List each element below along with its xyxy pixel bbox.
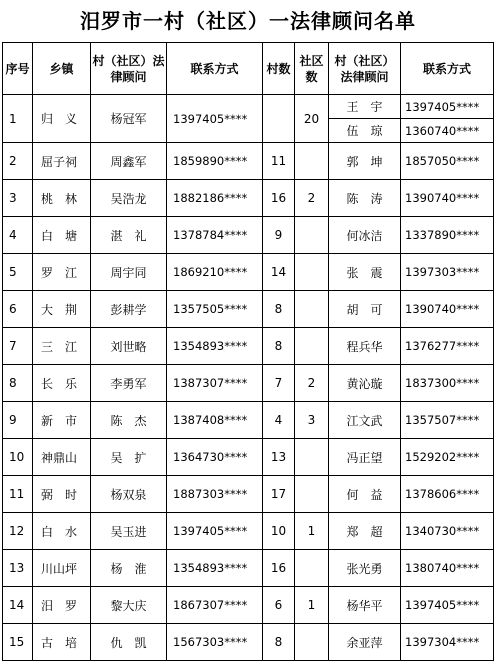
cell-town: 白 水 — [33, 513, 91, 550]
cell-villages: 9 — [263, 217, 295, 254]
cell-seq: 6 — [3, 291, 33, 328]
cell-communities: 2 — [295, 365, 329, 402]
cell-seq: 8 — [3, 365, 33, 402]
cell-phone: 1354893**** — [167, 550, 263, 587]
cell-lawyer: 仇 凯 — [91, 624, 167, 661]
table-row — [3, 439, 494, 476]
cell-villages: 6 — [263, 587, 295, 624]
cell-communities: 1 — [295, 587, 329, 624]
cell-communities — [295, 291, 329, 328]
cell-villages: 7 — [263, 365, 295, 402]
cell-phone: 1357505**** — [167, 291, 263, 328]
cell-seq: 2 — [3, 143, 33, 180]
cell-phone2: 1357507**** — [401, 402, 494, 439]
cell-communities — [295, 550, 329, 587]
cell-lawyer: 湛 礼 — [91, 217, 167, 254]
cell-lawyer: 吴玉进 — [91, 513, 167, 550]
cell-phone: 1387408**** — [167, 402, 263, 439]
cell-seq: 10 — [3, 439, 33, 476]
cell-lawyer2: 余亚萍 — [329, 624, 401, 661]
cell-seq: 12 — [3, 513, 33, 550]
cell-lawyer2: 郭 坤 — [329, 143, 401, 180]
cell-villages: 17 — [263, 476, 295, 513]
cell-town: 屈子祠 — [33, 143, 91, 180]
cell-communities — [295, 476, 329, 513]
cell-phone2: 1337890**** — [401, 217, 494, 254]
lawyer-table — [2, 42, 494, 661]
cell-phone2: 1397303**** — [401, 254, 494, 291]
cell-seq: 3 — [3, 180, 33, 217]
cell-phone: 1397405**** — [167, 95, 263, 143]
table-row — [3, 143, 494, 180]
cell-communities — [295, 254, 329, 291]
cell-seq: 15 — [3, 624, 33, 661]
header-lawyer: 村（社区）法律顾问 — [91, 43, 167, 95]
cell-phone2: 1340730**** — [401, 513, 494, 550]
cell-villages: 8 — [263, 291, 295, 328]
header-town: 乡镇 — [33, 43, 91, 95]
cell-lawyer2: 张光勇 — [329, 550, 401, 587]
cell-lawyer2: 张 震 — [329, 254, 401, 291]
cell-town: 桃 林 — [33, 180, 91, 217]
cell-phone: 1364730**** — [167, 439, 263, 476]
cell-lawyer2: 江文武 — [329, 402, 401, 439]
cell-seq: 7 — [3, 328, 33, 365]
cell-phone: 1887303**** — [167, 476, 263, 513]
table-row — [3, 513, 494, 550]
header-villages: 村数 — [263, 43, 295, 95]
table-row — [3, 217, 494, 254]
cell-lawyer: 吴浩龙 — [91, 180, 167, 217]
cell-communities: 2 — [295, 180, 329, 217]
cell-phone2: 1378606**** — [401, 476, 494, 513]
cell-phone2: 1376277**** — [401, 328, 494, 365]
header-lawyer2: 村（社区）法律顾问 — [329, 43, 401, 95]
cell-seq: 9 — [3, 402, 33, 439]
cell-lawyer: 李勇军 — [91, 365, 167, 402]
cell-town: 长 乐 — [33, 365, 91, 402]
cell-lawyer2: 冯正望 — [329, 439, 401, 476]
cell-phone: 1867307**** — [167, 587, 263, 624]
header-communities: 社区数 — [295, 43, 329, 95]
cell-seq: 14 — [3, 587, 33, 624]
cell-town: 汨 罗 — [33, 587, 91, 624]
cell-villages: 8 — [263, 624, 295, 661]
table-row — [3, 476, 494, 513]
page-title: 汨罗市一村（社区）一法律顾问名单 — [80, 9, 416, 33]
table-row — [3, 402, 494, 439]
cell-phone2: 1529202**** — [401, 439, 494, 476]
cell-communities — [295, 624, 329, 661]
cell-town: 弼 时 — [33, 476, 91, 513]
cell-lawyer: 周宇同 — [91, 254, 167, 291]
cell-seq: 1 — [3, 95, 33, 143]
cell-lawyer: 黎大庆 — [91, 587, 167, 624]
cell-seq: 5 — [3, 254, 33, 291]
cell-town: 白 塘 — [33, 217, 91, 254]
cell-lawyer2: 杨华平 — [329, 587, 401, 624]
cell-lawyer2: 胡 可 — [329, 291, 401, 328]
cell-villages: 11 — [263, 143, 295, 180]
cell-communities — [295, 328, 329, 365]
cell-phone: 1378784**** — [167, 217, 263, 254]
table-row — [3, 95, 494, 119]
cell-town: 归 义 — [33, 95, 91, 143]
cell-communities — [295, 439, 329, 476]
cell-phone: 1397405**** — [167, 513, 263, 550]
cell-lawyer: 吴 扩 — [91, 439, 167, 476]
table-row — [3, 624, 494, 661]
cell-phone2: 1380740**** — [401, 550, 494, 587]
cell-town: 罗 江 — [33, 254, 91, 291]
cell-lawyer: 杨双泉 — [91, 476, 167, 513]
cell-lawyer2: 郑 超 — [329, 513, 401, 550]
cell-villages — [263, 95, 295, 143]
cell-seq: 11 — [3, 476, 33, 513]
cell-lawyer: 彭耕学 — [91, 291, 167, 328]
cell-villages: 4 — [263, 402, 295, 439]
cell-communities — [295, 217, 329, 254]
cell-lawyer2: 程兵华 — [329, 328, 401, 365]
cell-phone: 1869210**** — [167, 254, 263, 291]
table-row — [3, 180, 494, 217]
cell-phone2: 1837300**** — [401, 365, 494, 402]
cell-lawyer2: 王 宇 — [329, 95, 401, 119]
cell-lawyer: 杨冠军 — [91, 95, 167, 143]
cell-phone2: 1397405**** — [401, 95, 494, 119]
cell-phone: 1882186**** — [167, 180, 263, 217]
cell-lawyer: 杨 淮 — [91, 550, 167, 587]
header-phone: 联系方式 — [167, 43, 263, 95]
cell-lawyer2: 何 益 — [329, 476, 401, 513]
header-seq: 序号 — [3, 43, 33, 95]
cell-seq: 4 — [3, 217, 33, 254]
table-row — [3, 365, 494, 402]
cell-villages: 14 — [263, 254, 295, 291]
cell-villages: 8 — [263, 328, 295, 365]
cell-lawyer2: 黄沁璇 — [329, 365, 401, 402]
cell-villages: 10 — [263, 513, 295, 550]
cell-phone: 1567303**** — [167, 624, 263, 661]
cell-communities: 1 — [295, 513, 329, 550]
table-row — [3, 328, 494, 365]
cell-lawyer2: 何冰洁 — [329, 217, 401, 254]
cell-town: 川山坪 — [33, 550, 91, 587]
table-row — [3, 550, 494, 587]
cell-phone2: 1390740**** — [401, 291, 494, 328]
cell-lawyer2: 伍 琼 — [329, 119, 401, 143]
cell-communities: 20 — [295, 95, 329, 143]
cell-seq: 13 — [3, 550, 33, 587]
cell-phone2: 1857050**** — [401, 143, 494, 180]
cell-villages: 16 — [263, 550, 295, 587]
cell-phone: 1387307**** — [167, 365, 263, 402]
table-header-row — [3, 43, 494, 95]
cell-phone2: 1390740**** — [401, 180, 494, 217]
cell-town: 新 市 — [33, 402, 91, 439]
table-row — [3, 291, 494, 328]
cell-lawyer: 周鑫军 — [91, 143, 167, 180]
cell-town: 古 培 — [33, 624, 91, 661]
cell-villages: 13 — [263, 439, 295, 476]
cell-phone2: 1397304**** — [401, 624, 494, 661]
cell-town: 神鼎山 — [33, 439, 91, 476]
cell-phone: 1354893**** — [167, 328, 263, 365]
cell-lawyer: 陈 杰 — [91, 402, 167, 439]
cell-phone2: 1397405**** — [401, 587, 494, 624]
cell-communities: 3 — [295, 402, 329, 439]
cell-town: 三 江 — [33, 328, 91, 365]
cell-villages: 16 — [263, 180, 295, 217]
table-row — [3, 587, 494, 624]
table-row — [3, 254, 494, 291]
cell-lawyer2: 陈 涛 — [329, 180, 401, 217]
cell-phone2: 1360740**** — [401, 119, 494, 143]
header-phone2: 联系方式 — [401, 43, 494, 95]
cell-communities — [295, 143, 329, 180]
cell-lawyer: 刘世略 — [91, 328, 167, 365]
cell-phone: 1859890**** — [167, 143, 263, 180]
cell-town: 大 荆 — [33, 291, 91, 328]
